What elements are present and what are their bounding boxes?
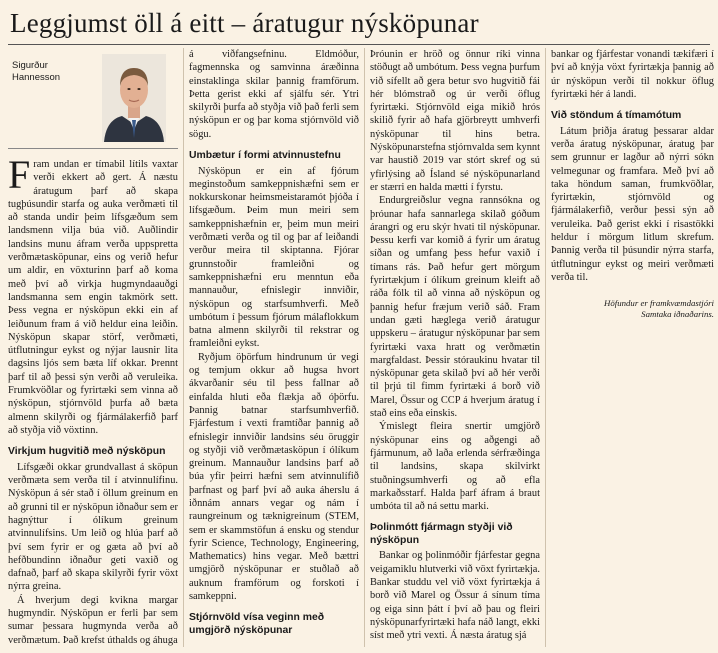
drop-cap: F: [8, 152, 31, 197]
text-column-3: [370, 48, 540, 651]
section-heading: Virkjum hugvitið með nýsköpun: [8, 446, 166, 458]
author-first-name: Sigurður: [12, 60, 48, 71]
author-last-name: Hannesson: [12, 72, 61, 83]
column-divider: [545, 48, 546, 647]
credit-line-1: Höfundur er framkvæmdastjóri: [604, 298, 714, 309]
paragraph-cont: Þróunin er hröð og önnur ríki vinna stöðugt að umbótum. Þess vegna þurfum við sífellt að gera betur svo hugvitið fái hér blómstrað og úr verði öflug fyrirtæki. Stjórnvöld eiga mikið hrós skilið fyrir að hafa gjörbreytt umhverfi nýsköpunar til hins betra. Nýsköpunarstefna stjórnvalda sem kynnt var haustið 2019 var stórt skref og sú yfirlýsing að Ísland sé nýsköpunarland er stærri en halda mætti í fyrstu.: [370, 49, 540, 193]
paragraph: Ýmislegt fleira snertir umgjörð nýsköpunar eins og aðgengi að fjármunum, að laða erlenda sérfræðinga til landsins, skapa skilvirkt stuðningsumhverfi og að efla markaðsstarf. Halda þarf áfram á braut umbóta til að ná settu marki.: [370, 421, 540, 513]
author-name: [12, 60, 82, 84]
paragraph: Látum þriðja áratug þessarar aldar verða áratug nýsköpunar, áratug þar sem grunnur er lagður að nýrri sókn velmegunar og framfara. Með því að taka höndum saman, frumkvöðlar, fyrirtækin, stjórnvöld og fjármálakerfið, verður þessi sýn að veruleika. Það gerist ekki í risastökki heldur í mörgum litlum skrefum. Þannig verða til þúsundir nýrra starfa, útflutningur eykst og meiri verðmæti verða til.: [551, 125, 714, 283]
section-heading: Stjórnvöld vísa veginn með umgjörð nýsköpunar: [189, 612, 325, 636]
paragraph: Á hverjum degi kvikna margar hugmyndir. Nýsköpun er ferli þar sem sumar þessara hugmynda verða að verðmætum. Það krefst úthalds og áhuga: [8, 594, 178, 646]
paragraph: Nýsköpun er ein af fjórum meginstoðum samkeppnishæfni sem er nokkurskonar heimsmeistaramót þjóða í lífsgæðum. Þeim mun meiri sem samkeppnishæfnin er, þeim mun meiri verðmæti verða og til og þar af leiðandi verður meira til skiptanna. Fjórar grunnstoðir framleiðni og samkeppnishæfni eru menntun eða mannauður, efnislegir innviðir, nýsköpun og starfsumhverfi. Með umbótum í þessum fjórum málaflokkum batna almenn skilyrði til rekstrar og framleiðni eykst.: [189, 165, 359, 350]
headline-rule: [8, 44, 710, 45]
paragraph: Bankar og þolinmóðir fjárfestar gegna veigamiklu hlutverki við vöxt fyrirtækja. Bankar studdu vel við vöxt fyrirtækja á borð við Marel og Össur á sínum tíma og eiga sinn þátt í því að þau og fleiri nýsköpunarfyrirtæki hafa náð langt, ekki síst með ytri vexti. Á næsta áratug sjá: [370, 550, 540, 642]
byline-rule: [8, 148, 178, 149]
author-credit: [551, 298, 714, 320]
headline: Leggjumst öll á eitt – áratugur nýsköpunar: [10, 8, 479, 38]
text-column-2: [189, 48, 359, 651]
column-divider: [364, 48, 365, 647]
author-portrait: [102, 54, 166, 142]
credit-line-2: Samtaka iðnaðarins.: [641, 309, 714, 320]
paragraph: Endurgreiðslur vegna rannsókna og þróunar hafa sannarlega skilað góðum árangri og eru skýr hvati til nýsköpunar. Þessu kerfi var komið á fyrir um áratug síðan og umfang þess hefur vaxið í tímans rás. Það hefur gert mörgum fyrirtækjum í ólíkum greinum kleift að ráða fólk til að vinna að nýsköpun og þannig hefur fræjum verið sáð. Fram undan gæti hæglega verið áratugur uppskeru – áratugur nýsköpunar þar sem fyrirtæki vaxa hratt og verðmætin margfaldast. Þessir stóraukinu hvatar til nýsköpunar geta skilað því að hér verði til þrjú til fimm fyrirtæki á borð við Marel, Össur og CCP á hverjum áratug í stað eins eða einskis.: [370, 195, 540, 420]
paragraph-cont: á viðfangsefninu. Eldmóður, fagmennska og samvinna áræðinna einstaklinga skilar þannig framförum. Þetta gerist ekki af sjálfu sér. Ytri skilyrði þurfa að styðja við það ferli sem nýsköpun er og þar koma stjórnvöld við sögu.: [189, 49, 359, 140]
paragraph: Ryðjum öþörfum hindrunum úr vegi og temjum okkur að hugsa hvort ákvarðanir séu til þess fallnar að einfalda hluti eða flækja að óþörfu. Þannig batnar starfsumhverfið. Fjárfestum í vexti framtíðar þannig að efnislegir innviðir landsins séu öruggir og styðji við verðmætasköpun í ólíkum greinum. Mannauður landsins þarf að búa yfir þeirri hæfni sem atvinnulífið þarfnast og þarf því að auka áherslu á iðnnám annars vegar og nám í raungreinum og tæknigreinum (STEM, sem er skammstöfun á ensku og stendur fyrir Science, Technology, Engineering, Mathematics) hins vegar. Með bættri umgjörð nýsköpunar er stuðlað að auknum framförum og forskoti í samkeppni.: [189, 351, 359, 603]
section-heading: Umbætur í formi atvinnustefnu: [189, 150, 341, 162]
text-column-4: [551, 48, 714, 651]
byline: [8, 48, 178, 158]
paragraph-cont: bankar og fjárfestar vonandi tækifæri í því að knýja vöxt fyrirtækja þannig að úr nýsköpun verði til nokkur öflug fyrirtæki hér á landi.: [551, 49, 714, 100]
paragraph: Fram undan er tímabil lítils vaxtar verði ekkert að gert. Á næstu áratugum þarf að skapa tugþúsundir starfa og auka verðmæti til að standa undir þeim lífsgæðum sem landsmenn vilja búa við. Auðlindir landsins munu áfram verða uppspretta verðmætasköpunar, eins og verið hefur um aldir, en vöxturinn þarf að koma með því að virkja hugmyndaauðgi landsmanna sem engin takmörk sett. Þess vegna er nýsköpun ekki ein af leiðunum fram á við heldur eina leiðin. Nýsköpun skapar störf, verðmæti, útflutningur eykst og nýjar lausnir lita dagsins ljós sem bæta líf okkar. Þrennt þarf til að þessi sýn verði að veruleika. Frumkvöðlar og fyrirtæki sem vinna að nýsköpun, stjórnvöld þurfa að bæta almenn skilyrði og fjármálakerfið þarf að styðja við vöxtinn.: [8, 152, 178, 436]
section-heading: Þolinmótt fjármagn styðji við nýsköpun: [370, 522, 513, 546]
text-column-1: [8, 48, 178, 651]
paragraph: Lífsgæði okkar grundvallast á sköpun verðmæta sem verða til í atvinnulífinu. Nýsköpun á sér stað í öllum greinum en að grunni til er nýsköpun iðnaður sem er hagnýttur í ólíkum greinum atvinnulífsins. Um leið og hlúa þarf að því sem fyrir er og gæta að því að hefðbundinn iðnaður geti vaxið og dafnað, þarf að skapa skilyrði fyrir vöxt nýrra greina.: [8, 461, 178, 593]
section-heading: Við stöndum á tímamótum: [551, 110, 682, 122]
column-divider: [183, 48, 184, 647]
